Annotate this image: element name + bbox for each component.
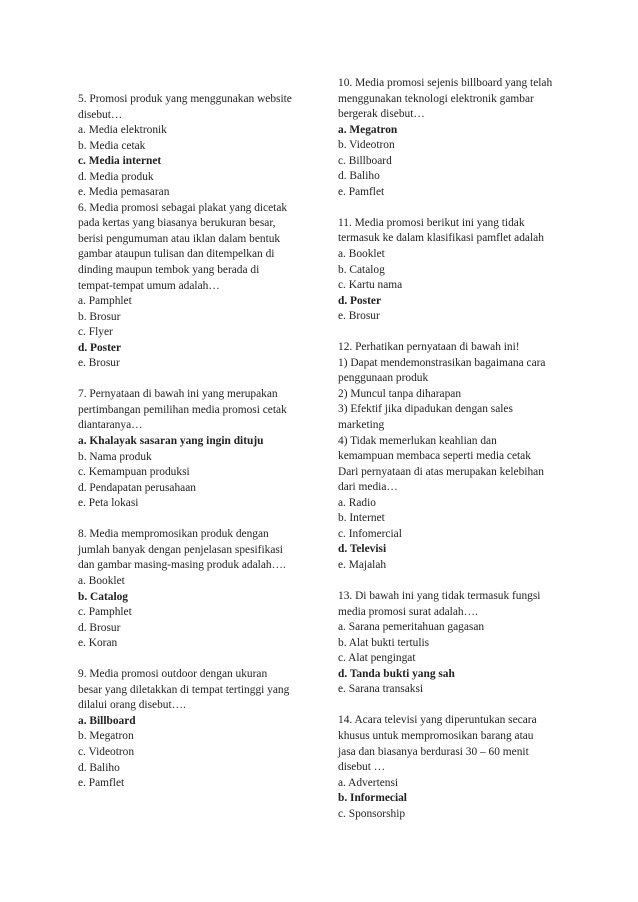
question-line: c. Videotron	[78, 745, 135, 758]
question-line: dinding maupun tembok yang berada di	[78, 264, 260, 277]
question-line: berisi pengumuman atau iklan dalam bentuk	[78, 232, 281, 245]
question-line: a. Booklet	[78, 574, 125, 587]
question-line: e. Majalah	[338, 558, 387, 571]
question-line: d. Brosur	[78, 621, 121, 634]
question-line: media promosi surat adalah….	[338, 605, 478, 618]
question-block	[78, 527, 318, 651]
question-text: 11. Media promosi berikut ini yang tidak	[338, 216, 525, 229]
question-line: disebut …	[338, 761, 386, 774]
question-text: 10. Media promosi sejenis billboard yang telah	[338, 77, 553, 89]
question-line: c. Kemampuan produksi	[78, 466, 190, 479]
answer-option-correct: a. Megatron	[338, 123, 398, 136]
question-text: 8. Media mempromosikan produk dengan	[78, 528, 269, 541]
question-block	[338, 713, 578, 822]
question-line: c. Kartu nama	[338, 279, 403, 292]
answer-option-correct: c. Media internet	[78, 155, 162, 168]
answer-option-correct: a. Khalayak sasaran yang ingin dituju	[78, 435, 264, 448]
question-spacer	[338, 200, 578, 216]
question-line: d. Baliho	[338, 170, 380, 183]
question-line: c. Flyer	[78, 326, 113, 339]
question-line: kemampuan membaca seperti media cetak	[338, 450, 531, 463]
question-spacer	[338, 698, 578, 714]
question-line: 1) Dapat mendemonstrasikan bagaimana cara	[338, 356, 546, 369]
question-block	[338, 340, 578, 573]
question-text: 14. Acara televisi yang diperuntukan secara	[338, 714, 537, 727]
question-line: besar yang diletakkan di tempat tertinggi yang	[78, 683, 290, 696]
answer-option-correct: a. Billboard	[78, 714, 136, 727]
answer-option-correct: d. Poster	[78, 341, 122, 354]
question-line: b. Megatron	[78, 730, 134, 743]
question-line: a. Sarana pemeritahuan gagasan	[338, 621, 485, 634]
question-text: 7. Pernyataan di bawah ini yang merupakan	[78, 388, 278, 401]
answer-option-correct: b. Informecial	[338, 792, 407, 805]
question-line: e. Peta lokasi	[78, 497, 139, 510]
question-line: b. Alat bukti tertulis	[338, 636, 430, 649]
question-line: pertimbangan pemilihan media promosi cetak	[78, 403, 287, 416]
question-line: a. Booklet	[338, 248, 385, 261]
left-column	[78, 92, 318, 792]
question-text: 13. Di bawah ini yang tidak termasuk fungsi	[338, 590, 541, 603]
question-block	[78, 667, 318, 791]
question-block	[78, 387, 318, 511]
question-line: disebut…	[78, 108, 123, 121]
question-line: a. Advertensi	[338, 776, 399, 789]
question-line: c. Sponsorship	[338, 807, 406, 820]
question-line: e. Brosur	[338, 310, 380, 323]
question-line: penggunaan produk	[338, 372, 429, 385]
question-spacer	[78, 652, 318, 668]
question-spacer	[338, 325, 578, 341]
question-line: diantaranya…	[78, 419, 143, 432]
question-block	[338, 76, 578, 200]
question-text: 12. Perhatikan pernyataan di bawah ini!	[338, 341, 520, 354]
question-line: gambar ataupun tulisan dan ditempelkan di	[78, 248, 275, 261]
question-line: 2) Muncul tanpa diharapan	[338, 387, 462, 400]
question-line: dilalui orang disebut….	[78, 699, 186, 712]
answer-option-correct: b. Catalog	[78, 590, 128, 603]
question-line: termasuk ke dalam klasifikasi pamflet adalah	[338, 232, 544, 245]
question-line: d. Pendapatan perusahaan	[78, 481, 196, 494]
question-line: b. Videotron	[338, 139, 395, 152]
question-spacer	[78, 512, 318, 528]
question-line: c. Infomercial	[338, 527, 402, 540]
question-line: menggunakan teknologi elektronik gambar	[338, 92, 534, 105]
question-line: d. Media produk	[78, 170, 154, 183]
question-line: d. Baliho	[78, 761, 120, 774]
question-line: b. Catalog	[338, 263, 385, 276]
question-line: b. Nama produk	[78, 450, 152, 463]
question-text: 9. Media promosi outdoor dengan ukuran	[78, 668, 268, 681]
question-line: b. Media cetak	[78, 139, 146, 152]
question-line: jumlah banyak dengan penjelasan spesifikasi	[78, 543, 283, 556]
right-column	[338, 76, 578, 822]
question-line: dari media…	[338, 481, 398, 494]
question-block	[338, 216, 578, 325]
question-line: a. Radio	[338, 496, 376, 509]
question-line: a. Media elektronik	[78, 124, 167, 137]
answer-option-correct: d. Televisi	[338, 543, 387, 556]
question-line: b. Brosur	[78, 310, 121, 323]
question-line: e. Brosur	[78, 357, 120, 370]
question-line: tempat-tempat umum adalah…	[78, 279, 220, 292]
question-text: 6. Media promosi sebagai plakat yang dicetak	[78, 201, 288, 214]
question-line: bergerak disebut…	[338, 108, 425, 121]
question-line: c. Pamphlet	[78, 606, 132, 619]
question-line: 4) Tidak memerlukan keahlian dan	[338, 434, 497, 447]
question-block	[78, 201, 318, 372]
question-line: e. Pamflet	[338, 185, 385, 198]
question-line: a. Pamphlet	[78, 295, 132, 308]
question-line: e. Koran	[78, 637, 118, 650]
question-line: 3) Efektif jika dipadukan dengan sales	[338, 403, 513, 416]
question-line: c. Alat pengingat	[338, 652, 416, 665]
question-block	[78, 92, 318, 201]
question-line: pada kertas yang biasanya berukuran besar,	[78, 217, 276, 230]
question-line: e. Media pemasaran	[78, 186, 170, 199]
question-line: marketing	[338, 419, 385, 432]
question-line: dan gambar masing-masing produk adalah….	[78, 559, 286, 572]
question-spacer	[338, 574, 578, 590]
question-line: Dari pernyataan di atas merupakan kelebihan	[338, 465, 544, 478]
question-text: 5. Promosi produk yang menggunakan website	[78, 93, 292, 105]
question-line: c. Billboard	[338, 154, 392, 167]
question-line: e. Sarana transaksi	[338, 683, 424, 696]
question-line: e. Pamflet	[78, 777, 125, 790]
answer-option-correct: d. Tanda bukti yang sah	[338, 667, 455, 680]
question-line: jasa dan biasanya berdurasi 30 – 60 menit	[338, 745, 529, 758]
question-line: b. Internet	[338, 512, 385, 525]
question-spacer	[78, 372, 318, 388]
question-line: khusus untuk mempromosikan barang atau	[338, 729, 534, 742]
question-block	[338, 589, 578, 698]
answer-option-correct: d. Poster	[338, 294, 382, 307]
